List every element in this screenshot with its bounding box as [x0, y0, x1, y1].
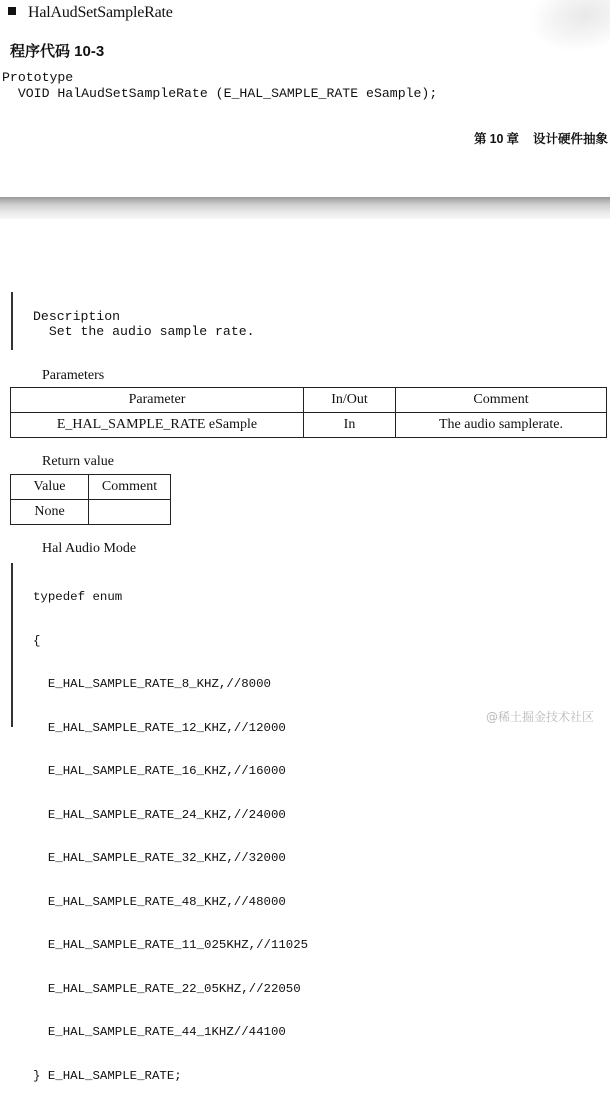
- code-line: E_HAL_SAMPLE_RATE_11_025KHZ,//11025: [33, 938, 309, 952]
- table-row: [11, 500, 171, 525]
- code-line: typedef enum: [33, 590, 123, 604]
- parameters-label: Parameters: [42, 368, 105, 383]
- code-line: } E_HAL_SAMPLE_RATE;: [33, 1068, 182, 1083]
- page-corner-shadow: [524, 0, 610, 61]
- cell-in-out: In: [304, 413, 396, 438]
- cell-comment: The audio samplerate.: [396, 413, 607, 438]
- code-line: {: [33, 633, 41, 648]
- description-block: [33, 310, 255, 339]
- code-line: E_HAL_SAMPLE_RATE_22_05KHZ,//22050: [33, 981, 301, 996]
- prototype-label: Prototype: [2, 70, 74, 85]
- section-heading: [8, 4, 173, 22]
- code-line: E_HAL_SAMPLE_RATE_8_KHZ,//8000: [33, 677, 271, 691]
- description-text: Set the audio sample rate.: [33, 323, 255, 339]
- enum-code-block: [33, 561, 308, 1098]
- table-header-row: [11, 388, 607, 413]
- code-line: E_HAL_SAMPLE_RATE_32_KHZ,//32000: [33, 851, 286, 865]
- page-separator: [0, 197, 610, 219]
- return-value-label: Return value: [42, 454, 114, 469]
- prototype-block: [2, 70, 437, 102]
- hal-audio-mode-label: Hal Audio Mode: [42, 541, 137, 556]
- column-header-in-out: In/Out: [304, 388, 396, 413]
- watermark: @稀土掘金技术社区: [485, 710, 594, 724]
- square-bullet-icon: [8, 7, 16, 15]
- code-line: E_HAL_SAMPLE_RATE_12_KHZ,//12000: [33, 720, 286, 735]
- listing-title: 程序代码 10-3: [10, 43, 105, 60]
- return-value-table: [10, 474, 171, 525]
- chapter-number: 10: [489, 132, 504, 146]
- table-row: [11, 413, 607, 438]
- section-heading-text: HalAudSetSampleRate: [28, 4, 173, 21]
- chapter-header: [474, 129, 608, 147]
- code-line: E_HAL_SAMPLE_RATE_48_KHZ,//48000: [33, 894, 286, 909]
- cell-value: None: [11, 500, 89, 525]
- code-margin-bar: [11, 563, 13, 727]
- chapter-suffix: 章: [506, 132, 519, 146]
- chapter-title: 设计硬件抽象: [532, 132, 608, 146]
- code-line: E_HAL_SAMPLE_RATE_16_KHZ,//16000: [33, 764, 286, 778]
- description-label: Description: [33, 309, 121, 324]
- column-header-parameter: Parameter: [11, 388, 304, 413]
- prototype-signature: VOID HalAudSetSampleRate (E_HAL_SAMPLE_RATE eSample);: [2, 86, 438, 101]
- column-header-comment: Comment: [89, 475, 171, 500]
- description-margin-bar: [11, 292, 13, 350]
- code-line: E_HAL_SAMPLE_RATE_44_1KHZ//44100: [33, 1025, 286, 1039]
- column-header-comment: Comment: [396, 388, 607, 413]
- column-header-value: Value: [11, 475, 89, 500]
- parameters-table: [10, 387, 607, 438]
- cell-comment: [89, 500, 171, 525]
- code-line: E_HAL_SAMPLE_RATE_24_KHZ,//24000: [33, 807, 286, 822]
- chapter-prefix: 第: [474, 132, 487, 146]
- cell-parameter: E_HAL_SAMPLE_RATE eSample: [11, 413, 304, 438]
- table-header-row: [11, 475, 171, 500]
